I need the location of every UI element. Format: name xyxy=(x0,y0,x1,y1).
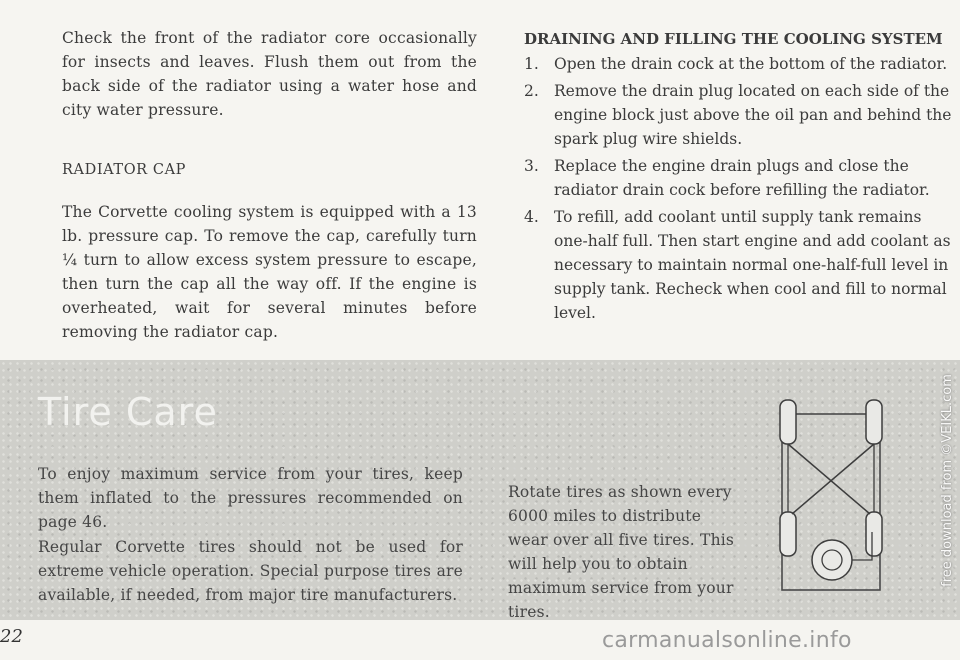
step-text: To refill, add coolant until supply tank remains one-half full. Then start engine and add coolant as necessary to maintain normal one-half-full level in supply tank. Recheck when cool and fill to normal level. xyxy=(554,208,951,322)
step-text: Remove the drain plug located on each side of the engine block just above the oil pan and behind the spark plug wire shields. xyxy=(554,82,952,148)
step-number: 3. xyxy=(524,157,539,175)
step-number: 1. xyxy=(524,55,539,73)
rotation-arrow-diagonal xyxy=(788,444,870,514)
tire-rotation-text: Rotate tires as shown every 6000 miles to distribute wear over all five tires. This will help you to obtain maximum service from your tires. xyxy=(508,483,735,621)
rear-left-tire-icon xyxy=(780,512,796,556)
tire-care-regular-tires-text: Regular Corvette tires should not be used for extreme vehicle operation. Special purpose tires are available, if needed, from major tire manufacturers. xyxy=(38,538,463,604)
step-item xyxy=(524,154,952,202)
radiator-intro-text: Check the front of the radiator core occasionally for insects and leaves. Flush them out from the back side of the radiator using a water hose and city water pressure. xyxy=(62,29,477,119)
step-text: Replace the engine drain plugs and close the radiator drain cock before refilling the radiator. xyxy=(554,157,930,199)
rotation-arrow-diagonal xyxy=(792,444,874,514)
draining-heading: DRAINING AND FILLING THE COOLING SYSTEM xyxy=(524,30,943,48)
page-number: 22 xyxy=(0,626,23,647)
step-item xyxy=(524,52,952,76)
front-left-tire-icon xyxy=(780,400,796,444)
radiator-cap-heading: RADIATOR CAP xyxy=(62,162,187,178)
step-item xyxy=(524,205,952,325)
rear-right-tire-icon xyxy=(866,512,882,556)
draining-steps-list xyxy=(524,52,952,328)
tire-rotation-diagram xyxy=(760,392,905,598)
spare-tire-icon xyxy=(812,540,852,580)
watermark: free download from ©VEIKL.com xyxy=(939,373,955,587)
step-number: 4. xyxy=(524,208,539,226)
radiator-cap-text: The Corvette cooling system is equipped with a 13 lb. pressure cap. To remove the cap, carefully turn ¼ turn to allow excess system pressure to escape, then turn the cap all the way off. If the engine is overheated, wait for several minutes before removing the radiator cap. xyxy=(62,203,477,341)
step-number: 2. xyxy=(524,82,539,100)
tire-care-title: Tire Care xyxy=(38,390,218,434)
step-item xyxy=(524,79,952,151)
step-text: Open the drain cock at the bottom of the radiator. xyxy=(554,55,948,73)
front-right-tire-icon xyxy=(866,400,882,444)
site-footer-text: carmanualsonline.info xyxy=(602,628,852,653)
tire-care-inflation-text: To enjoy maximum service from your tires, keep them inflated to the pressures recommended on page 46. xyxy=(38,465,463,531)
